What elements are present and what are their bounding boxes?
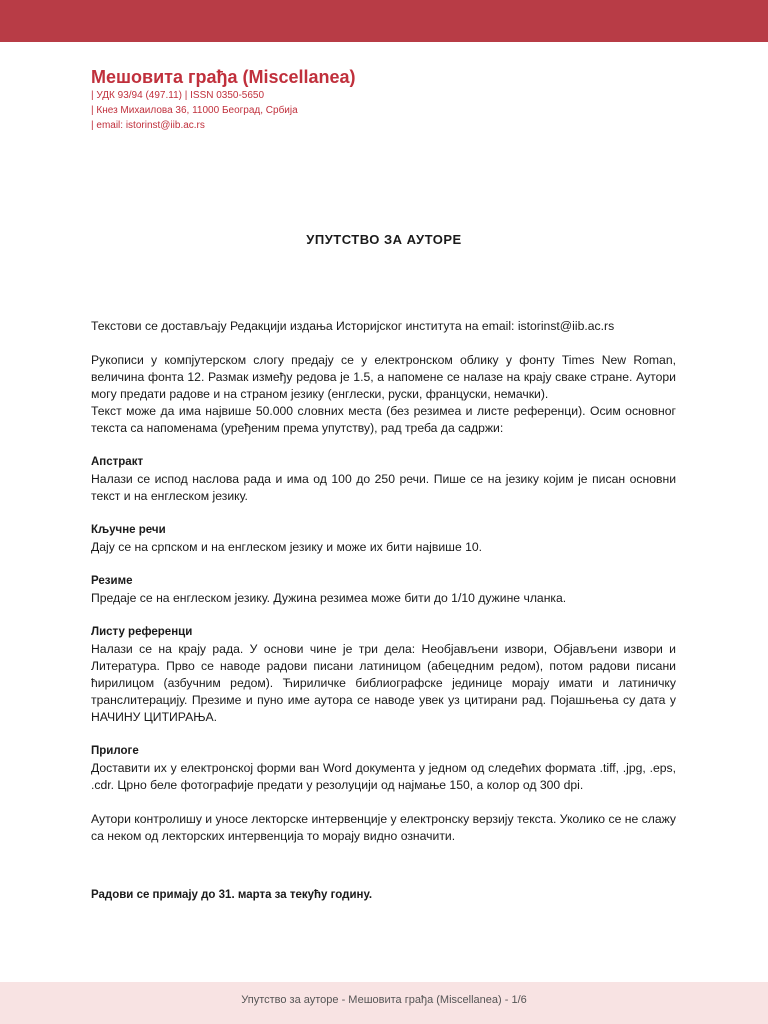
section-abstract xyxy=(91,454,676,505)
section-text: Налази се испод наслова рада и има од 100 до 250 речи. Пише се на језику којим је писан основни текст и на енглеском језику. xyxy=(91,472,676,503)
section-text: Дају се на српском и на енглеском језику и може их бити највише 10. xyxy=(91,540,483,554)
intro-paragraph: Текстови се достављају Редакцији издања Историјског института на email: istorinst@iib.ac.rs xyxy=(91,319,615,333)
section-summary xyxy=(91,573,676,607)
journal-email[interactable]: | email: istorinst@iib.ac.rs xyxy=(91,120,205,131)
section-title: Прилоге xyxy=(91,745,139,757)
journal-title: Мешовита грађа (Miscellanea) xyxy=(91,67,356,87)
document-heading: УПУТСТВО ЗА АУТОРЕ xyxy=(306,232,462,247)
footer-text: Упутство за ауторе - Мешовита грађа (Miscellanea) - 1/6 xyxy=(241,994,527,1006)
section-title: Кључне речи xyxy=(91,524,166,536)
section-text: Предаје се на енглеском језику. Дужина резимеа може бити до 1/10 дужине чланка. xyxy=(91,591,567,605)
section-text: Налази се на крају рада. У основи чине је три дела: Необјављени извори, Објављени извори и Литература. Прво се наводе радови писани латиницом (абецедним редом), потом радови писани ћирилицом (азбучним редом). Ћириличке библиографске јединице морају имати и латиничку транслитерацију. Презиме и пуно име аутора се наводе увек уз цитирани рад. Појашњења су дата у НАЧИНУ ЦИТИРАЊА. xyxy=(91,642,676,724)
section-keywords xyxy=(91,522,676,556)
length-paragraph: Текст може да има највише 50.000 словних места (без резимеа и листе референци). Осим основног текста са напоменама (уређеним према упутству), рад треба да садржи: xyxy=(91,404,676,435)
masthead xyxy=(91,66,691,133)
section-title: Листу референци xyxy=(91,626,193,638)
deadline-notice: Радови се примају до 31. марта за текућу годину. xyxy=(91,889,373,901)
section-title: Апстракт xyxy=(91,456,144,468)
journal-classification: | УДК 93/94 (497.11) | ISSN 0350-5650 xyxy=(91,90,265,101)
section-attachments xyxy=(91,743,676,794)
section-title: Резиме xyxy=(91,575,133,587)
section-references xyxy=(91,624,676,726)
journal-address: | Кнез Михаилова 36, 11000 Београд, Србија xyxy=(91,105,298,116)
document-body xyxy=(91,318,676,904)
manuscripts-paragraph: Рукописи у компјутерском слогу предају се у електронском облику у фонту Times New Roman, величина фонта 12. Размак између редова је 1.5, а напомене се налазе на крају сваке стране. Аутори могу предати радове и на страном језику (енглески, руски, француски, немачки). xyxy=(91,353,676,401)
section-text: Доставити их у електронској форми ван Word документа у једном од следећих формата .tiff, .jpg, .eps, .cdr. Црно беле фотографије предати у резолуцији од најмање 150, а колор од 300 dpi. xyxy=(91,761,676,792)
proofreading-paragraph: Аутори контролишу и уносе лекторске интервенције у електронску верзију текста. Уколико се не слажу са неком од лекторских интервенција то морају видно означити. xyxy=(91,812,676,843)
header-band xyxy=(0,0,768,42)
page-footer xyxy=(0,982,768,1024)
